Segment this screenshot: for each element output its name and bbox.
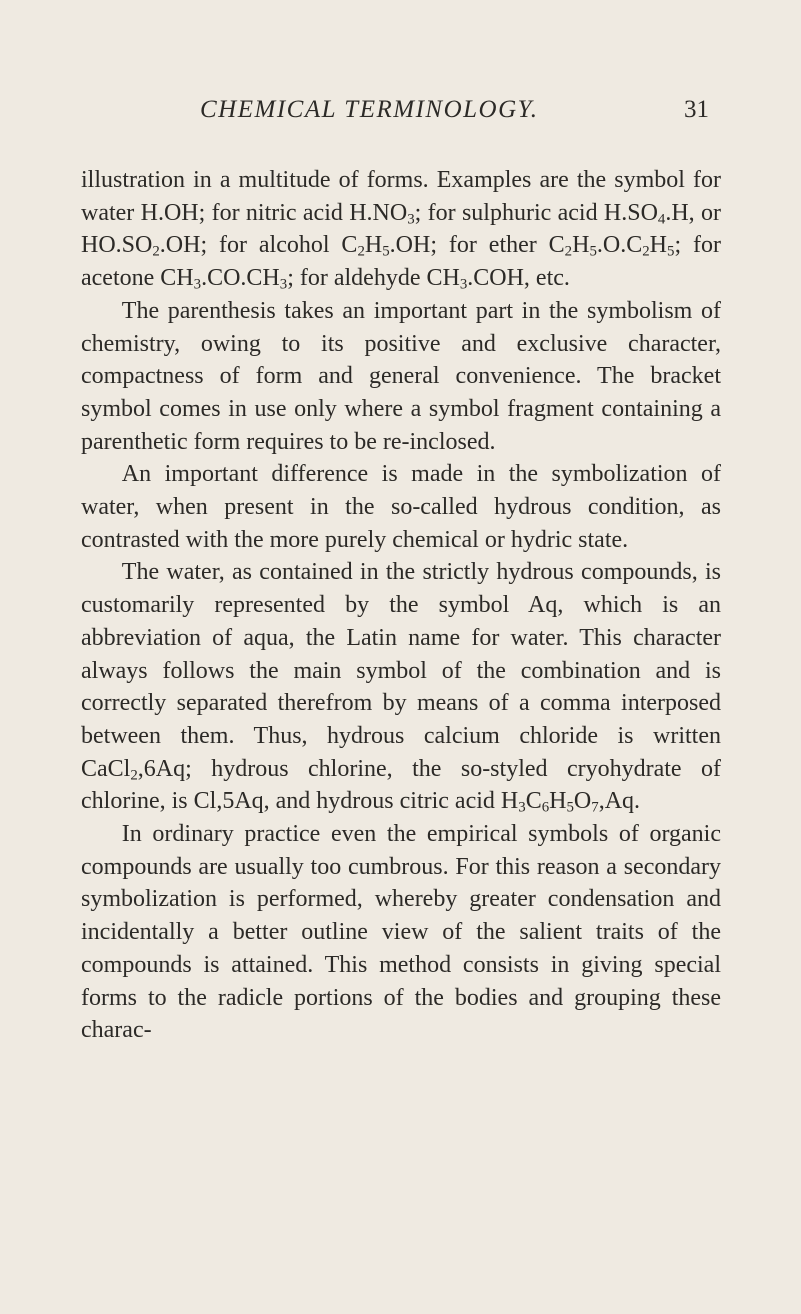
- subscript: 2: [152, 244, 160, 261]
- subscript: 3: [518, 800, 526, 817]
- subscript: 5: [566, 800, 574, 817]
- paragraph: [81, 818, 721, 1047]
- subscript: 3: [279, 276, 288, 293]
- text-run: H: [364, 232, 383, 259]
- subscript: 3: [193, 276, 202, 293]
- subscript: 2: [357, 244, 365, 261]
- body-text: [81, 164, 721, 1047]
- subscript: 5: [667, 244, 675, 261]
- text-run: The water, as contained in the strictly hydrous compounds, is customarily represented by the symbol Aq, which is an abbreviation of aqua, the Latin name for water. This character always follows the main symbol of the combination and is correctly separated therefrom by means of a comma interposed between them. Thus, hydrous calcium chloride is written CaCl: [81, 559, 721, 782]
- subscript: 3: [459, 276, 468, 293]
- text-run: ,Aq.: [598, 788, 641, 815]
- text-run: .CO.CH: [201, 265, 280, 292]
- subscript: 7: [591, 800, 599, 817]
- text-run: C: [525, 788, 542, 815]
- page-header: [0, 96, 801, 136]
- text-run: O: [573, 788, 592, 815]
- text-run: .O.C: [596, 232, 643, 259]
- text-run: .H, or HO.SO: [81, 199, 721, 259]
- running-head: CHEMICAL TERMINOLOGY.: [200, 96, 539, 123]
- subscript: 5: [382, 244, 390, 261]
- text-run: An important difference is made in the symbolization of water, when present in the so-called hydrous condition, as contrasted with the more purely chemical or hydric state.: [81, 461, 721, 553]
- text-run: ; for acetone CH: [81, 232, 722, 292]
- text-run: The parenthesis takes an important part in the symbolism of chemistry, owing to its positive and exclusive character, compactness of form and general convenience. The bracket symbol comes in use only where a symbol fragment containing a parenthetic form requires to be re-inclosed.: [81, 297, 721, 455]
- paragraph: [81, 295, 721, 459]
- text-run: H: [649, 232, 668, 259]
- text-run: ; for aldehyde CH: [287, 265, 460, 292]
- text-run: ; for sulphuric acid H.SO: [414, 199, 658, 226]
- text-run: .OH; for alcohol C: [159, 232, 358, 259]
- text-run: .OH; for ether C: [389, 232, 565, 259]
- text-run: illustration in a multitude of forms. Examples are the symbol for water H.OH; for nitric acid H.NO: [81, 167, 721, 226]
- paragraph: [81, 556, 721, 818]
- text-run: ,6Aq; hydrous chlorine, the so-styled cryohydrate of chlorine, is Cl,5Aq, and hydrous citric acid H: [81, 755, 721, 815]
- paragraph: [81, 164, 721, 295]
- subscript: 6: [541, 800, 550, 817]
- page-number: 31: [684, 96, 709, 123]
- subscript: 4: [657, 211, 666, 228]
- text-run: .COH, etc.: [467, 265, 570, 292]
- subscript: 2: [130, 767, 138, 784]
- text-run: In ordinary practice even the empirical symbols of organic compounds are usually too cumbrous. For this reason a secondary symbolization is performed, whereby greater condensation and incidentally a better outline view of the salient traits of the compounds is attained. This method consists in giving special forms to the radicle portions of the bodies and grouping these charac-: [81, 821, 721, 1044]
- subscript: 3: [407, 211, 415, 228]
- subscript: 5: [589, 244, 597, 261]
- text-run: H: [549, 788, 567, 815]
- text-run: H: [572, 232, 590, 259]
- subscript: 2: [642, 244, 650, 261]
- paragraph: [81, 458, 721, 556]
- subscript: 2: [564, 244, 573, 261]
